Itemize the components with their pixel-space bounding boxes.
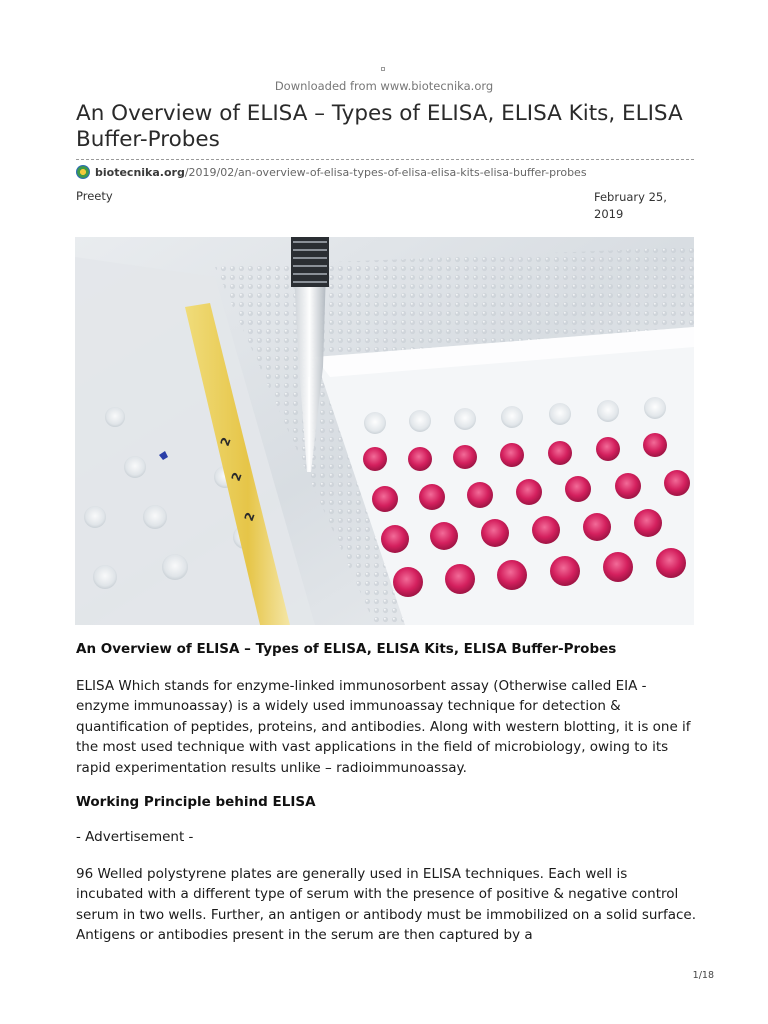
page-number: 1/18 <box>692 970 714 981</box>
biotecnika-logo-icon <box>76 165 90 179</box>
svg-text:2: 2 <box>228 470 245 484</box>
intro-paragraph: ELISA Which stands for enzyme-linked immunosorbent assay (Otherwise called EIA - enzyme immunoassay) is a widely used immunoassay technique for detection & quantification of peptides, proteins, and antibodies. Along with western blotting, it is one if the most used technique with vast applications in the field of microbiology, owing to its rapid experimentation results unlike – radioimmunoassay. <box>76 678 691 776</box>
page-marker <box>381 67 385 71</box>
article-title: An Overview of ELISA – Types of ELISA, ELISA Kits, ELISA Buffer-Probes <box>76 101 683 152</box>
downloaded-from-note: Downloaded from www.biotecnika.org <box>274 79 494 93</box>
advertisement-label: - Advertisement - <box>76 829 194 845</box>
svg-text:2: 2 <box>217 435 234 449</box>
article-date: February 25, 2019 <box>594 190 667 221</box>
source-url-path[interactable]: /2019/02/an-overview-of-elisa-types-of-elisa-elisa-kits-elisa-buffer-probes <box>184 166 587 179</box>
svg-text:2: 2 <box>241 510 258 524</box>
source-url-domain[interactable]: biotecnika.org <box>95 166 185 179</box>
working-principle-paragraph: 96 Welled polystyrene plates are generally used in ELISA techniques. Each well is incubated with a different type of serum with the presence of positive & negative control serum in two wells. Further, an antigen or antibody must be immobilized on a solid surface. Antigens or antibodies present in the serum are then captured by a <box>76 866 697 944</box>
title-divider <box>76 159 694 160</box>
content-heading: An Overview of ELISA – Types of ELISA, ELISA Kits, ELISA Buffer-Probes <box>76 641 617 657</box>
source-url[interactable] <box>76 164 696 182</box>
elisa-plate-photo <box>75 237 694 625</box>
article-author: Preety <box>76 189 113 203</box>
section-heading-working-principle: Working Principle behind ELISA <box>76 794 316 810</box>
